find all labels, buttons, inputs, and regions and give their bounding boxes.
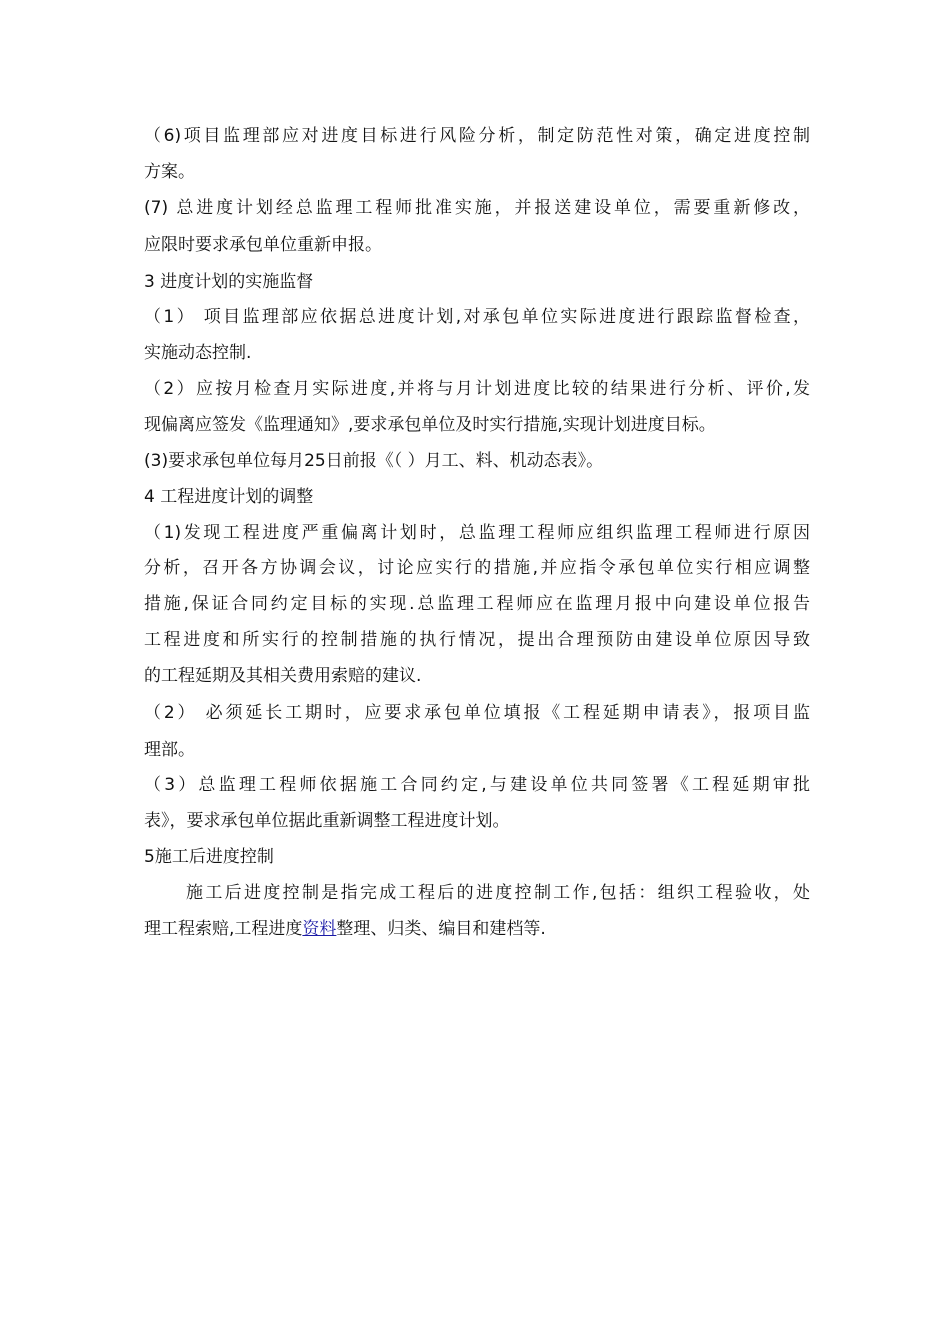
text-line: （1） 项目监理部应依据总进度计划,对承包单位实际进度进行跟踪监督检查， [144, 307, 810, 327]
section-heading: 5施工后进度控制 [144, 847, 274, 867]
text-line: (7) 总进度计划经总监理工程师批准实施，并报送建设单位，需要重新修改， [144, 198, 810, 218]
text-line: 施工后进度控制是指完成工程后的进度控制工作,包括：组织工程验收，处 [186, 883, 810, 903]
text-line: 方案。 [144, 162, 195, 182]
text-line: 措施,保证合同约定目标的实现.总监理工程师应在监理月报中向建设单位报告 [144, 594, 810, 614]
text-line: (3)要求承包单位每月25日前报《（ ）月工、料、机动态表》。 [144, 451, 604, 471]
text-line: 分析，召开各方协调会议，讨论应实行的措施,并应指令承包单位实行相应调整 [144, 558, 810, 578]
text-line: 实施动态控制. [144, 343, 252, 363]
section-heading: 3 进度计划的实施监督 [144, 272, 314, 292]
text-line: 表》，要求承包单位据此重新调整工程进度计划。 [144, 811, 510, 831]
text-line: 应限时要求承包单位重新申报。 [144, 235, 382, 255]
text-span: 整理、归类、编目和建档等. [336, 919, 546, 939]
section-heading: 4 工程进度计划的调整 [144, 487, 314, 507]
text-line: 的工程延期及其相关费用索赔的建议. [144, 666, 422, 686]
text-line: 现偏离应签发《监理通知》,要求承包单位及时实行措施,实现计划进度目标。 [144, 415, 716, 435]
text-line [144, 917, 810, 941]
materials-link[interactable]: 资料 [302, 919, 337, 939]
text-line: （2）应按月检查月实际进度,并将与月计划进度比较的结果进行分析、评价,发 [144, 379, 810, 399]
text-span: 理工程索赔,工程进度 [144, 919, 303, 939]
text-line: （6)项目监理部应对进度目标进行风险分析，制定防范性对策，确定进度控制 [144, 126, 810, 146]
text-line: （2） 必须延长工期时，应要求承包单位填报《工程延期申请表》，报项目监 [144, 703, 810, 723]
text-line: （3）总监理工程师依据施工合同约定,与建设单位共同签署《工程延期审批 [144, 775, 810, 795]
text-line: 理部。 [144, 740, 195, 760]
text-line: （1)发现工程进度严重偏离计划时，总监理工程师应组织监理工程师进行原因 [144, 523, 810, 543]
text-line: 工程进度和所实行的控制措施的执行情况，提出合理预防由建设单位原因导致 [144, 630, 810, 650]
